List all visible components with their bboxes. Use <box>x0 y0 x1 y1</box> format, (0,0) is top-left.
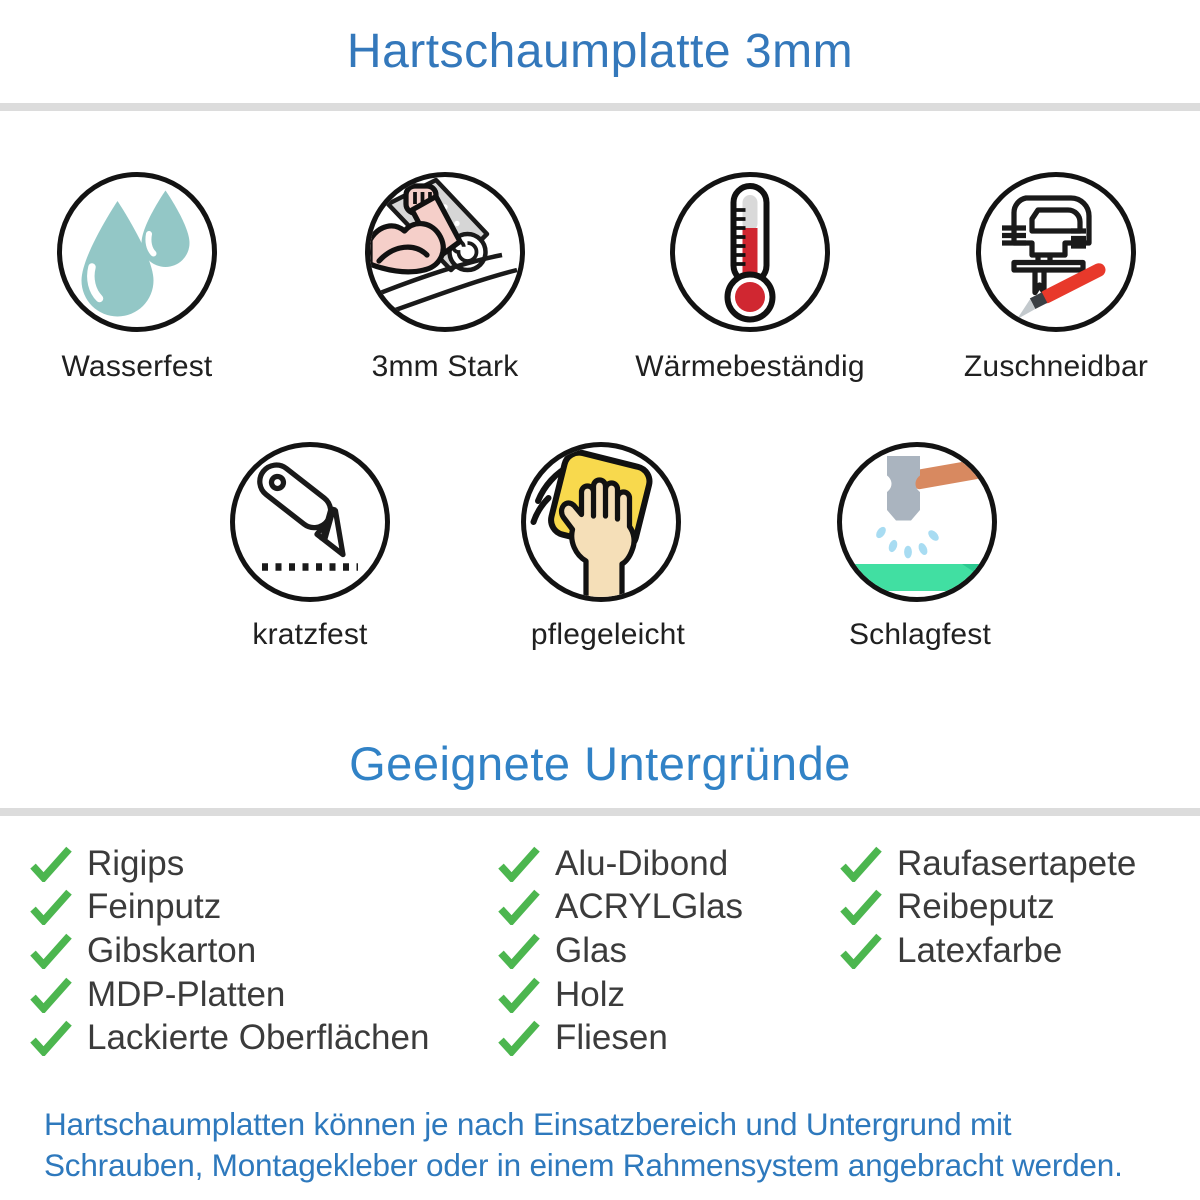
list-item <box>496 973 743 1017</box>
hammer-icon <box>837 442 997 602</box>
check-icon <box>838 889 884 925</box>
thermometer-icon <box>670 172 830 332</box>
feature-label: Wärmebeständig <box>635 350 865 383</box>
list-item <box>838 886 1136 930</box>
divider-top <box>0 103 1200 111</box>
check-icon <box>496 933 542 969</box>
substrate-column-3 <box>838 842 1136 973</box>
jigsaw-icon <box>976 172 1136 332</box>
substrate-label: MDP-Platten <box>87 974 286 1014</box>
check-icon <box>28 889 74 925</box>
divider-middle <box>0 808 1200 816</box>
check-icon <box>496 889 542 925</box>
list-item <box>838 929 1136 973</box>
page-title: Hartschaumplatte 3mm <box>346 25 854 78</box>
substrate-label: ACRYLGlas <box>555 887 744 927</box>
feature-label: Zuschneidbar <box>963 350 1149 383</box>
check-icon <box>496 1020 542 1056</box>
substrate-label: Raufasertapete <box>897 843 1137 883</box>
substrate-label: Holz <box>555 974 626 1014</box>
check-icon <box>28 933 74 969</box>
list-item <box>28 1016 429 1060</box>
check-icon <box>838 933 884 969</box>
utility-knife-icon <box>230 442 390 602</box>
feature-label: kratzfest <box>252 618 368 651</box>
list-item <box>28 929 429 973</box>
check-icon <box>28 846 74 882</box>
substrate-label: Feinputz <box>87 887 222 927</box>
feature-label: pflegeleicht <box>530 618 686 651</box>
substrate-column-1 <box>28 842 429 1060</box>
check-icon <box>496 846 542 882</box>
mounting-note-line2: Schrauben, Montagekleber oder in einem Rahmensystem angebracht werden. <box>44 1147 1123 1183</box>
check-icon <box>838 846 884 882</box>
substrate-label: Glas <box>555 930 627 970</box>
feature-label: 3mm Stark <box>371 350 519 383</box>
flexed-arm-icon <box>365 172 525 332</box>
substrate-label: Alu-Dibond <box>555 843 729 883</box>
substrate-label: Latexfarbe <box>897 930 1063 970</box>
feature-label: Wasserfest <box>61 350 213 383</box>
list-item <box>28 973 429 1017</box>
list-item <box>838 842 1136 886</box>
check-icon <box>28 977 74 1013</box>
substrate-label: Fliesen <box>555 1018 668 1058</box>
substrate-label: Gibskarton <box>87 930 257 970</box>
check-icon <box>496 977 542 1013</box>
check-icon <box>28 1020 74 1056</box>
list-item <box>28 842 429 886</box>
section-title-substrates: Geeignete Untergründe <box>349 737 851 790</box>
mounting-note <box>44 1104 1184 1186</box>
substrate-label: Reibeputz <box>897 887 1055 927</box>
substrate-label: Lackierte Oberflächen <box>87 1018 430 1058</box>
substrate-column-2 <box>496 842 743 1060</box>
list-item <box>496 929 743 973</box>
list-item <box>496 842 743 886</box>
list-item <box>496 1016 743 1060</box>
list-item <box>28 886 429 930</box>
mounting-note-line1: Hartschaumplatten können je nach Einsatzbereich und Untergrund mit <box>44 1106 1012 1142</box>
water-drops-icon <box>57 172 217 332</box>
feature-label: Schlagfest <box>848 618 992 651</box>
wiping-hand-icon <box>521 442 681 602</box>
list-item <box>496 886 743 930</box>
substrate-label: Rigips <box>87 843 185 883</box>
